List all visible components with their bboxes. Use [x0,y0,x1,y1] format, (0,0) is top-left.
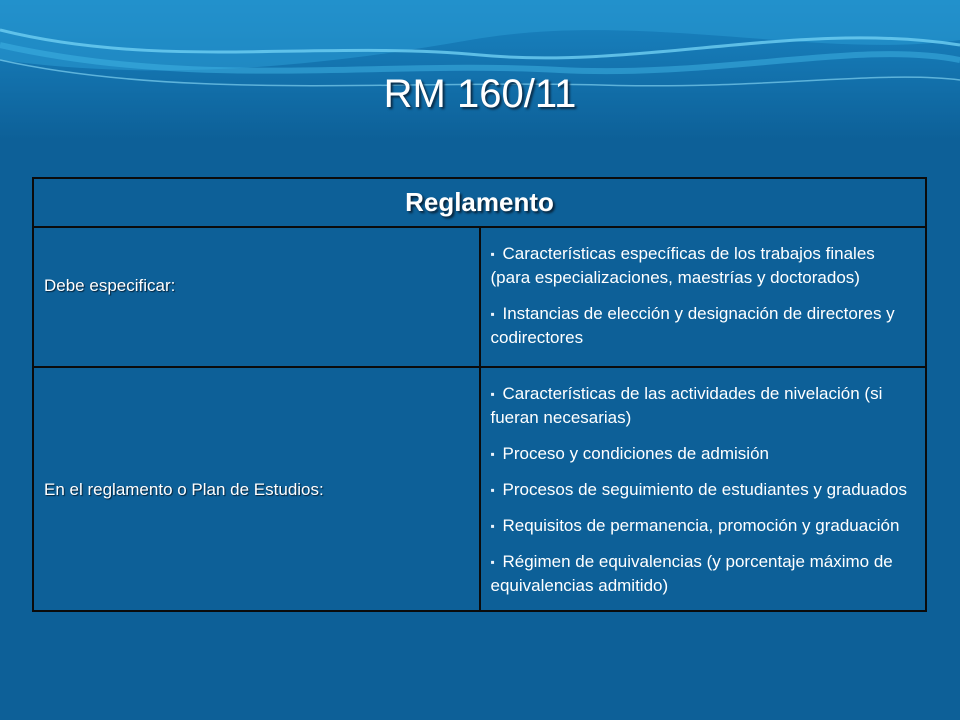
list-item [491,514,916,538]
row-label: Debe especificar: [44,276,176,295]
regulation-table [32,177,927,612]
list-item [491,382,916,430]
table-row [33,367,926,611]
row-label: En el reglamento o Plan de Estudios: [44,479,324,499]
list-item [491,550,916,598]
square-bullet-icon: ▪ [490,307,495,321]
list-item [491,442,916,466]
square-bullet-icon: ▪ [490,483,495,497]
table-header: Reglamento [33,178,926,227]
row-items-cell [480,367,927,611]
table-row [33,227,926,367]
square-bullet-icon: ▪ [490,447,495,461]
row-items-cell [480,227,927,367]
square-bullet-icon: ▪ [490,247,495,261]
square-bullet-icon: ▪ [490,519,495,533]
list-item-text: Procesos de seguimiento de estudiantes y graduados [502,480,907,499]
list-item-text: Régimen de equivalencias (y porcentaje máximo de equivalencias admitido) [490,552,893,595]
list-item-text: Características específicas de los trabajos finales (para especializaciones, maestrías y doctorados) [490,244,875,287]
list-item [491,478,916,502]
list-item [491,242,916,290]
list-item-text: Requisitos de permanencia, promoción y graduación [502,516,900,535]
slide-title: RM 160/11 [383,72,577,116]
row-label-cell [33,227,480,367]
square-bullet-icon: ▪ [490,387,495,401]
list-item-text: Características de las actividades de nivelación (si fueran necesarias) [490,384,883,427]
list-item [491,302,916,350]
list-item-text: Proceso y condiciones de admisión [502,444,769,463]
row-label-cell [33,367,480,611]
list-item-text: Instancias de elección y designación de directores y codirectores [490,304,895,347]
square-bullet-icon: ▪ [490,555,495,569]
table-header-row [33,178,926,227]
